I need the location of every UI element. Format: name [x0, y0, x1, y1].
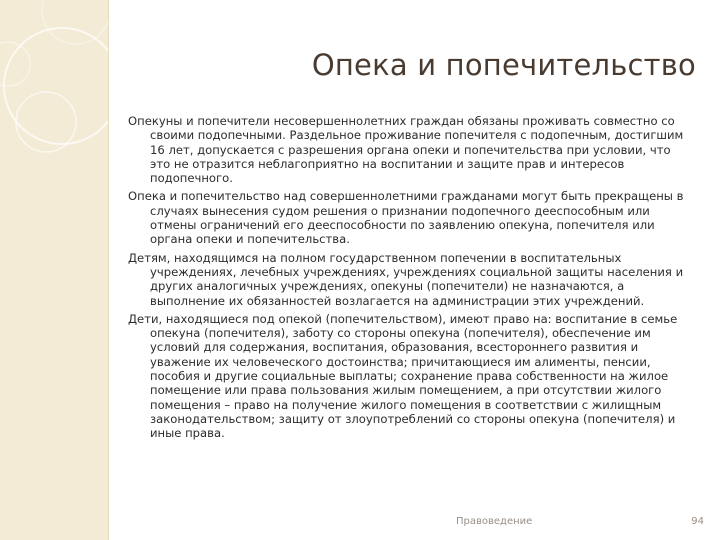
- paragraph-children-rights: Дети, находящиеся под опекой (попечительством), имеют право на: воспитание в семье опекуна (попечителя), заботу со стороны опекуна (попечителя), обеспечение им условий для содержания, воспитания, образования, всестороннего развития и уважение их человеческого достоинства; причитающиеся им алименты, пенсии, пособия и другие социальные выплаты; сохранение права собственности на жилое помещение или права пользования жилым помещением, а при отсутствии жилого помещения – право на получение жилого помещения в соответствии с жилищным законодательством; защиту от злоупотреблений со стороны опекуна (попечителя) и иные права.: [128, 311, 678, 441]
- slide-title: Опека и попечительство: [311, 48, 696, 82]
- decorative-side-band: [0, 0, 108, 540]
- footer-subject: Правоведение: [456, 516, 533, 527]
- paragraph-cohabitation: Опекуны и попечители несовершеннолетних граждан обязаны проживать совместно со своими подопечными. Раздельное проживание попечителя с подопечным, достигшим 16 лет, допускается с разрешения органа опеки и попечительства при условии, что это не отразится неблагоприятно на воспитании и защите прав и интересов подопечного.: [128, 114, 684, 186]
- paragraph-termination: Опека и попечительство над совершеннолетними гражданами могут быть прекращены в случаях вынесения судом решения о признании подопечного дееспособным или отмены ограничений его дееспособности по заявлению опекуна, попечителя или органа опеки и попечительства.: [128, 189, 684, 247]
- paragraph-state-care: Детям, находящимся на полном государственном попечении в воспитательных учреждениях, лечебных учреждениях, учреждениях социальной защиты населения и других аналогичных учреждениях, опекуны (попечители) не назначаются, а выполнение их обязанностей возлагается на администрации этих учреждений.: [128, 250, 684, 308]
- decorative-circles: [0, 0, 108, 540]
- page-number: 94: [691, 516, 704, 527]
- slide-body: [128, 114, 694, 445]
